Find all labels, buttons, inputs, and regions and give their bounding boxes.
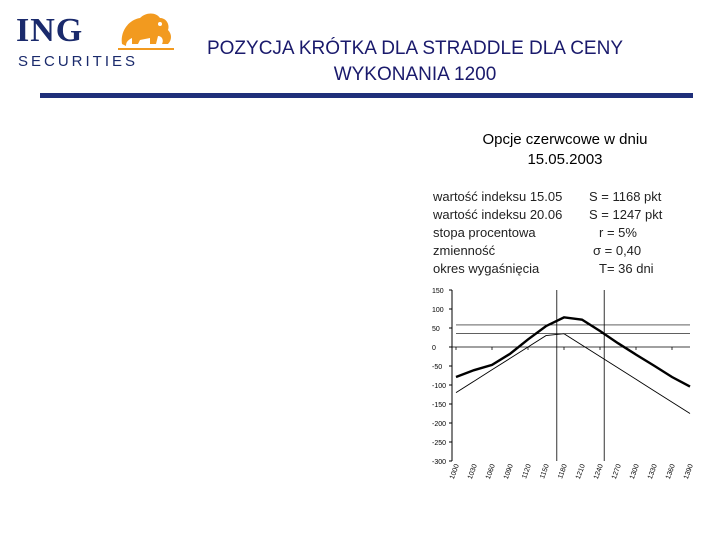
subtitle-line1: Opcje czerwcowe w dniu [482, 131, 648, 148]
x-tick-label: 1270 [610, 463, 623, 481]
param-value: S = 1168 pkt [589, 189, 662, 204]
brand-subtitle: SECURITIES [18, 53, 139, 70]
param-value: T= 36 dni [599, 261, 654, 276]
x-tick-label: 1210 [574, 463, 587, 481]
param-value: S = 1247 pkt [589, 207, 663, 222]
param-label: stopa procentowa [433, 225, 536, 240]
header-rule [40, 93, 693, 98]
x-tick-label: 1300 [628, 463, 641, 481]
series-line-2 [456, 334, 690, 414]
x-tick-label: 1090 [502, 463, 515, 481]
param-row [433, 206, 693, 224]
straddle-payoff-chart [410, 282, 700, 500]
y-tick-label: -200 [432, 421, 447, 428]
subtitle-line2: 15.05.2003 [527, 151, 603, 168]
x-tick-label: 1360 [664, 463, 677, 481]
y-tick-label: 50 [432, 326, 440, 333]
x-tick-label: 1240 [592, 463, 605, 481]
param-label: wartość indeksu 15.05 [433, 189, 563, 204]
param-label: wartość indeksu 20.06 [433, 207, 563, 222]
param-value: r = 5% [599, 225, 637, 240]
y-tick-label: 100 [432, 307, 444, 314]
y-tick-label: -150 [432, 402, 447, 409]
x-tick-label: 1150 [539, 463, 551, 480]
x-tick-label: 1330 [646, 463, 659, 481]
parameter-list [433, 188, 693, 278]
param-label: okres wygaśnięcia [433, 261, 540, 276]
series-line-1 [456, 317, 690, 386]
page-title-line1: POZYCJA KRÓTKA DLA STRADDLE DLA CENY [206, 38, 623, 59]
param-label: zmienność [433, 243, 496, 258]
x-tick-label: 1120 [521, 463, 533, 480]
param-row [433, 188, 693, 206]
y-tick-label: -100 [432, 383, 447, 390]
page-title [175, 36, 655, 88]
x-tick-label: 1000 [448, 463, 461, 481]
y-tick-label: 150 [432, 288, 444, 295]
x-tick-label: 1390 [682, 463, 695, 481]
chart-subtitle [440, 130, 690, 170]
y-tick-label: 0 [432, 345, 436, 352]
page-title-line2: WYKONANIA 1200 [333, 64, 497, 85]
y-tick-label: -250 [432, 440, 447, 447]
y-tick-label: -300 [432, 459, 447, 466]
param-value: σ = 0,40 [593, 243, 642, 258]
x-tick-label: 1030 [466, 463, 479, 481]
param-row [433, 260, 693, 278]
x-tick-label: 1060 [484, 463, 497, 481]
brand-name: ING [16, 12, 84, 49]
y-tick-label: -50 [432, 364, 443, 371]
param-row [433, 242, 693, 260]
x-tick-label: 1180 [557, 463, 569, 480]
lion-icon [116, 10, 176, 52]
param-row [433, 224, 693, 242]
ing-securities-logo [12, 10, 172, 74]
